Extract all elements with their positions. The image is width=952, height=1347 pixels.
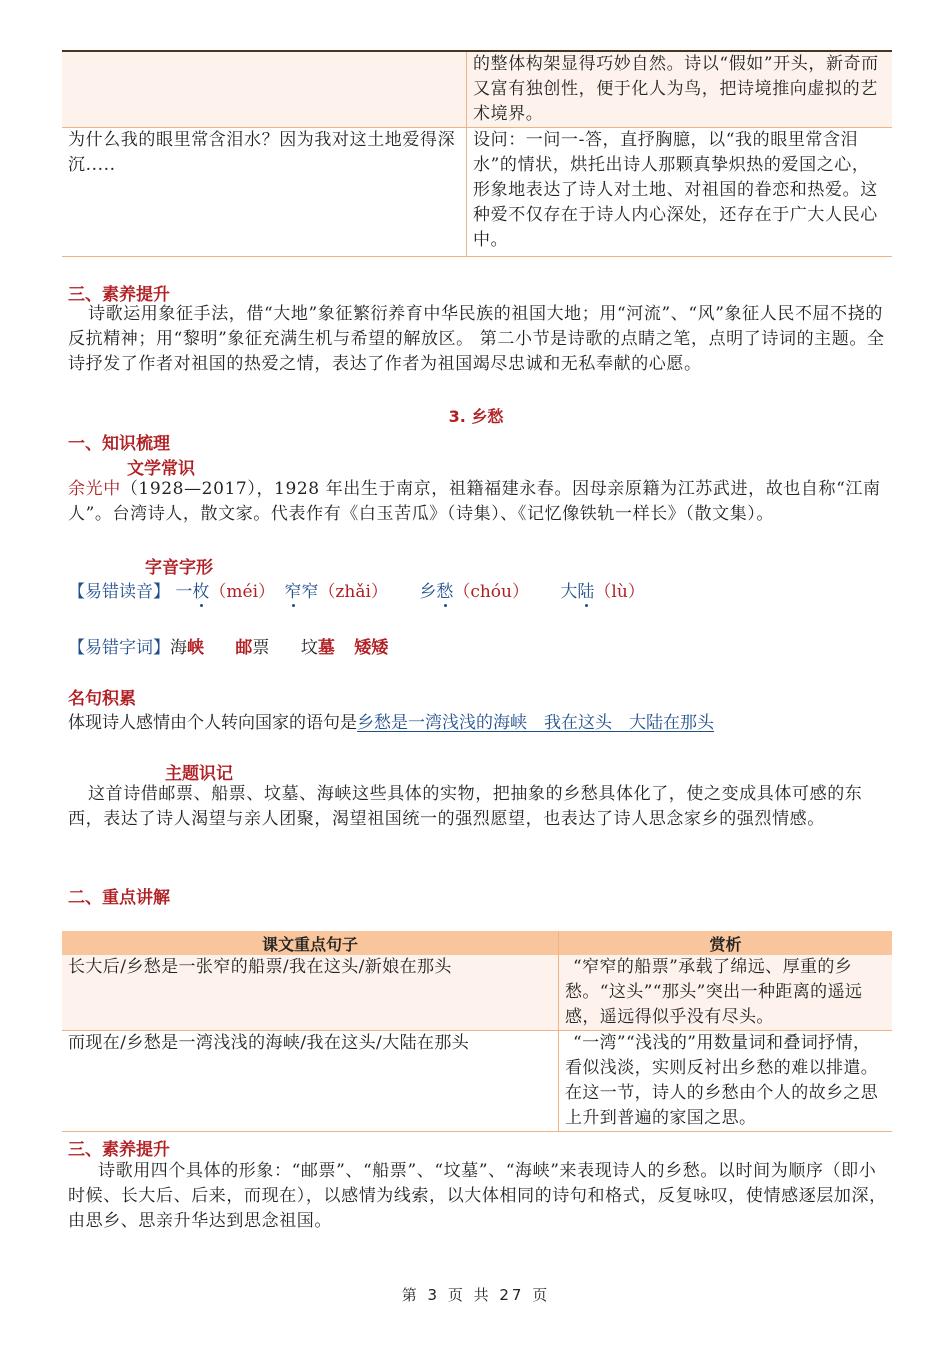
author-text: （1928—2017），1928 年出生于南京，祖籍福建永春。因母亲原籍为江苏武进，故也自称“江南人”。台湾诗人，散文家。代表作有《白玉苦瓜》（诗集）、《记忆像铁轨一样长》（散文集）。	[68, 479, 881, 524]
table-header-row	[62, 931, 892, 955]
section-heading-knowledge: 一、知识梳理	[68, 434, 170, 454]
author-paragraph	[68, 477, 888, 527]
column-header-sentence: 课文重点句子	[62, 931, 559, 955]
pron-item: 窄窄（zhǎi）	[284, 582, 388, 602]
subheading-quotes: 名句积累	[68, 689, 136, 709]
word-item: 邮票	[235, 638, 270, 658]
word-item: 坟墓	[300, 638, 335, 658]
lesson-title: 3. 乡愁	[448, 407, 504, 426]
table-cell-analysis: 的整体构架显得巧妙自然。诗以“假如”开头，新奇而又富有独创性，便于化人为鸟，把诗境推向虚拟的艺术境界。	[467, 51, 893, 128]
wordform-label: 【易错字词】	[68, 638, 170, 658]
pronunciation-line	[68, 577, 645, 602]
wordform-line: 【易错字词】海峡 邮票 坟墓 矮矮	[68, 638, 389, 658]
table-cell-sentence: 而现在/乡愁是一湾浅浅的海峡/我在这头/大陆在那头	[62, 1031, 559, 1132]
table-cell-sentence	[62, 51, 467, 128]
subheading-pronunciation: 字音字形	[145, 558, 213, 578]
word-item: 矮矮	[354, 638, 389, 658]
table-row	[62, 955, 892, 1031]
table-row	[62, 1031, 892, 1132]
subheading-theme: 主题识记	[165, 764, 233, 784]
quote-text: 乡愁是一湾浅浅的海峡 我在这头 大陆在那头	[357, 713, 714, 733]
column-header-analysis: 赏析	[559, 931, 893, 955]
pron-item: 一枚（méi）	[175, 582, 276, 602]
table-cell-analysis: “一湾”“浅浅的”用数量词和叠词抒情，看似浅淡，实则反衬出乡愁的难以排遣。在这一节，诗人的乡愁由个人的故乡之思上升到普遍的家国之思。	[559, 1031, 893, 1132]
table-cell-sentence: 为什么我的眼里常含泪水？因为我对这土地爱得深沉.....	[62, 128, 467, 257]
pronunciation-label: 【易错读音】	[68, 582, 170, 602]
quote-intro: 体现诗人感情由个人转向国家的语句是	[68, 713, 357, 733]
author-name: 余光中	[68, 479, 121, 499]
pron-item: 大陆（lù）	[560, 582, 645, 602]
section-heading-literacy: 三、素养提升	[68, 285, 170, 305]
key-sentence-table	[62, 931, 892, 1132]
literacy-paragraph: 诗歌运用象征手法，借“大地”象征繁衍养育中华民族的祖国大地；用“河流”、“风”象征人民不屈不挠的反抗精神；用“黎明”象征充满生机与希望的解放区。 第二小节是诗歌的点睛之笔，点明了诗词的主题。全诗抒发了作者对祖国的热爱之情，表达了作者为祖国竭尽忠诚和无私奉献的心愿。	[68, 304, 885, 374]
theme-paragraph: 这首诗借邮票、船票、坟墓、海峡这些具体的实物，把抽象的乡愁具体化了，使之变成具体可感的东西，表达了诗人渴望与亲人团聚，渴望祖国统一的强烈愿望，也表达了诗人思念家乡的强烈情感。	[68, 784, 863, 829]
table-row	[62, 51, 892, 128]
pron-item: 乡愁（chóu）	[419, 582, 529, 602]
section-heading-focus: 二、重点讲解	[68, 888, 170, 908]
analysis-table-continued	[62, 50, 892, 257]
page-footer: 第 3 页 共 27 页	[401, 1286, 551, 1304]
quote-line	[68, 708, 714, 733]
literacy-paragraph-2: 诗歌用四个具体的形象：“邮票”、“船票”、“坟墓”、“海峡”来表现诗人的乡愁。以时间为顺序（即小时候、长大后、后来，而现在），以感情为线索，以大体相同的诗句和格式，反复咏叹，使情感逐层加深，由思乡、思亲升华达到思念祖国。	[68, 1161, 887, 1231]
table-cell-analysis: “窄窄的船票”承载了绵远、厚重的乡愁。“这头”“那头”突出一种距离的遥远感，遥远得似乎没有尽头。	[559, 955, 893, 1031]
section-heading-literacy-2: 三、素养提升	[68, 1140, 170, 1160]
subheading-literature: 文学常识	[127, 459, 195, 479]
table-cell-analysis: 设问：一问一-答，直抒胸臆，以“我的眼里常含泪水”的情状，烘托出诗人那颗真挚炽热的爱国之心，形象地表达了诗人对土地、对祖国的眷恋和热爱。这种爱不仅存在于诗人内心深处，还存在于广大人民心中。	[467, 128, 893, 257]
table-row	[62, 128, 892, 257]
table-cell-sentence: 长大后/乡愁是一张窄的船票/我在这头/新娘在那头	[62, 955, 559, 1031]
